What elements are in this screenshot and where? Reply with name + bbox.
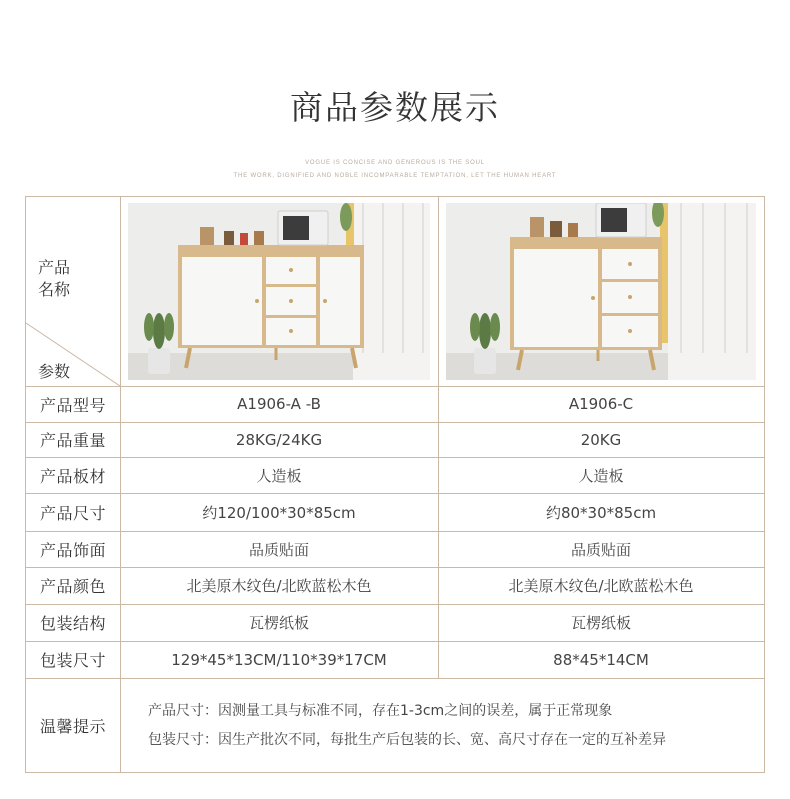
row-label-material: 产品板材 [39,466,106,486]
color-value-b: 北美原木纹色/北欧蓝松木色 [508,577,694,595]
parameter-table [25,196,765,773]
size-value-a: 约120/100*30*85cm [202,503,356,522]
product-name-header [38,257,70,301]
material-value-a: 人造板 [256,466,302,485]
tips-divider [120,678,121,773]
tagline-line-2: THE WORK, DIGNIFIED AND NOBLE INCOMPARABLE TEMPTATION, LET THE HUMAN HEART [233,173,557,179]
row-label-package-size: 包装尺寸 [39,651,106,670]
parameter-header: 参数 [38,362,71,381]
product-name-header-line-1: 产品 [38,258,71,277]
row-label-finish: 产品饰面 [39,540,106,560]
row-label-size: 产品尺寸 [39,503,106,523]
package-size-value-b: 88*45*14CM [553,650,649,669]
tips-content [148,697,666,755]
tips-label: 温馨提示 [39,717,106,736]
finish-value-a: 品质贴面 [248,540,309,559]
packaging-value-a: 瓦楞纸板 [248,614,309,632]
product-name-header-line-2: 名称 [38,280,71,299]
row-label-model: 产品型号 [39,395,106,415]
tip-line: 包装尺寸：因生产批次不同，每批生产后包装的长、宽、高尺寸存在一定的互补差异 [148,732,666,748]
weight-value-b: 20KG [580,430,622,449]
model-value-a: A1906-A -B [237,395,321,413]
product-image-b [446,203,756,380]
page-title: 商品参数展示 [290,88,500,127]
finish-value-b: 品质贴面 [570,540,631,559]
packaging-value-b: 瓦楞纸板 [570,614,631,632]
row-label-color: 产品颜色 [39,577,106,596]
tagline-line-1: VOGUE IS CONCISE AND GENEROUS IS THE SOUL [305,160,485,166]
row-label-packaging: 包装结构 [39,614,106,633]
row-divider [26,678,764,679]
color-value-a: 北美原木纹色/北欧蓝松木色 [186,577,372,595]
size-value-b: 约80*30*85cm [545,503,657,522]
model-value-b: A1906-C [568,395,634,413]
product-image-a [128,203,430,380]
material-value-b: 人造板 [578,466,624,485]
weight-value-a: 28KG/24KG [235,430,323,449]
tip-line: 产品尺寸：因测量工具与标准不同，存在1-3cm之间的误差，属于正常现象 [148,703,613,719]
package-size-value-a: 129*45*13CM/110*39*17CM [171,650,387,669]
row-label-weight: 产品重量 [39,431,106,450]
